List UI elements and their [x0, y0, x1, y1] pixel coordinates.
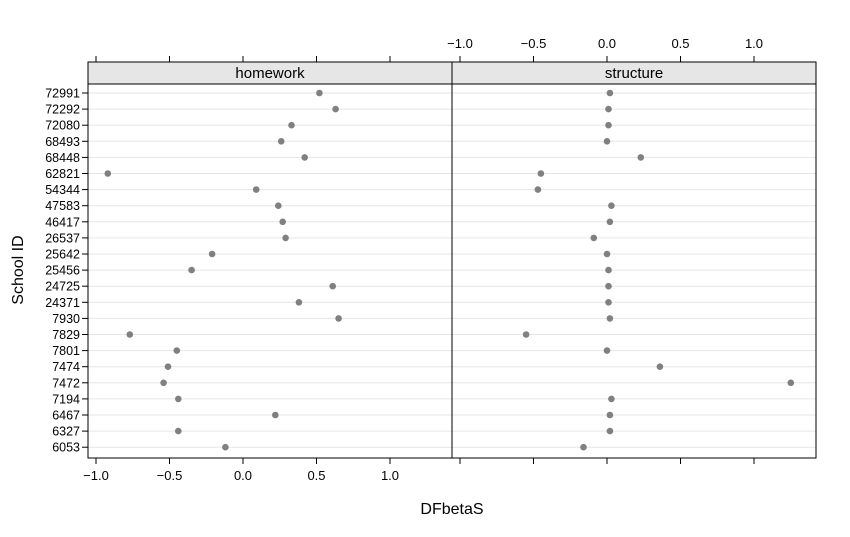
data-point: [605, 106, 612, 113]
school-id-label: 7472: [52, 376, 80, 391]
data-point: [288, 122, 295, 129]
data-point: [275, 202, 282, 209]
x-axis-title: DFbetaS: [420, 501, 484, 518]
data-point: [605, 283, 612, 290]
data-point: [608, 396, 615, 403]
strip-label: structure: [604, 65, 664, 82]
school-id-label: 25456: [45, 263, 80, 278]
school-id-label: 24725: [45, 279, 80, 294]
data-point: [580, 444, 587, 451]
data-point: [278, 138, 285, 145]
x-tick-label: 0.5: [307, 468, 326, 483]
data-point: [316, 90, 323, 97]
data-point: [657, 363, 664, 370]
data-point: [188, 267, 195, 274]
data-point: [282, 235, 289, 242]
school-id-label: 54344: [45, 183, 80, 198]
data-point: [607, 219, 614, 226]
data-point: [253, 186, 260, 193]
x-tick-label: −1.0: [83, 468, 109, 483]
data-point: [279, 219, 286, 226]
data-point: [788, 380, 795, 387]
x-tick-label: 0.0: [597, 36, 617, 51]
school-id-label: 68493: [45, 134, 80, 149]
data-point: [160, 380, 167, 387]
data-point: [165, 363, 172, 370]
school-id-label: 72292: [45, 102, 80, 117]
data-point: [604, 251, 611, 258]
data-point: [332, 106, 339, 113]
data-point: [604, 347, 611, 354]
school-id-label: 6053: [52, 440, 80, 455]
x-tick-label: −0.5: [520, 36, 547, 51]
x-tick-label: 0.5: [671, 36, 690, 51]
school-id-label: 24371: [45, 295, 80, 310]
data-point: [607, 412, 614, 419]
data-point: [127, 331, 134, 338]
strip-label: homework: [235, 65, 305, 82]
data-point: [604, 138, 611, 145]
x-tick-label: 1.0: [380, 468, 400, 483]
data-point: [222, 444, 229, 451]
school-id-label: 62821: [45, 167, 80, 181]
school-id-label: 7801: [52, 344, 80, 359]
data-point: [591, 235, 598, 242]
axis-ticks: [83, 36, 763, 483]
school-id-label: 7474: [52, 360, 80, 375]
data-point: [175, 396, 182, 403]
x-tick-label: 0.0: [233, 468, 253, 483]
school-id-label: 7829: [52, 328, 80, 342]
school-id-label: 72080: [45, 118, 80, 133]
data-point: [296, 299, 303, 306]
data-point: [175, 428, 182, 435]
y-axis-title: School ID: [10, 235, 27, 305]
data-point: [209, 251, 216, 258]
school-id-label: 68448: [45, 150, 80, 165]
data-point: [638, 154, 645, 161]
data-point: [607, 90, 614, 97]
data-point: [329, 283, 336, 290]
school-id-label: 7930: [52, 311, 80, 326]
data-point: [605, 299, 612, 306]
school-id-label: 72991: [45, 86, 80, 101]
school-id-label: 26537: [45, 231, 80, 246]
data-point: [301, 154, 308, 161]
data-point: [607, 315, 614, 322]
school-id-label: 6327: [52, 424, 80, 439]
data-point: [605, 267, 612, 274]
school-id-label: 7194: [52, 392, 80, 407]
data-point: [523, 331, 530, 338]
data-point: [535, 186, 542, 193]
data-point: [335, 315, 342, 322]
data-point: [608, 202, 615, 209]
school-id-label: 46417: [45, 215, 80, 230]
school-id-label: 6467: [52, 408, 80, 423]
data-point: [607, 428, 614, 435]
data-point: [272, 412, 279, 419]
school-id-label: 47583: [45, 199, 80, 214]
x-tick-label: −0.5: [156, 468, 183, 483]
data-point: [605, 122, 612, 129]
x-tick-label: 1.0: [744, 36, 764, 51]
category-labels: [45, 87, 88, 455]
data-point: [105, 170, 112, 177]
data-point: [174, 347, 181, 354]
data-point: [538, 170, 545, 177]
school-id-label: 25642: [45, 247, 80, 262]
x-tick-label: −1.0: [447, 36, 473, 51]
